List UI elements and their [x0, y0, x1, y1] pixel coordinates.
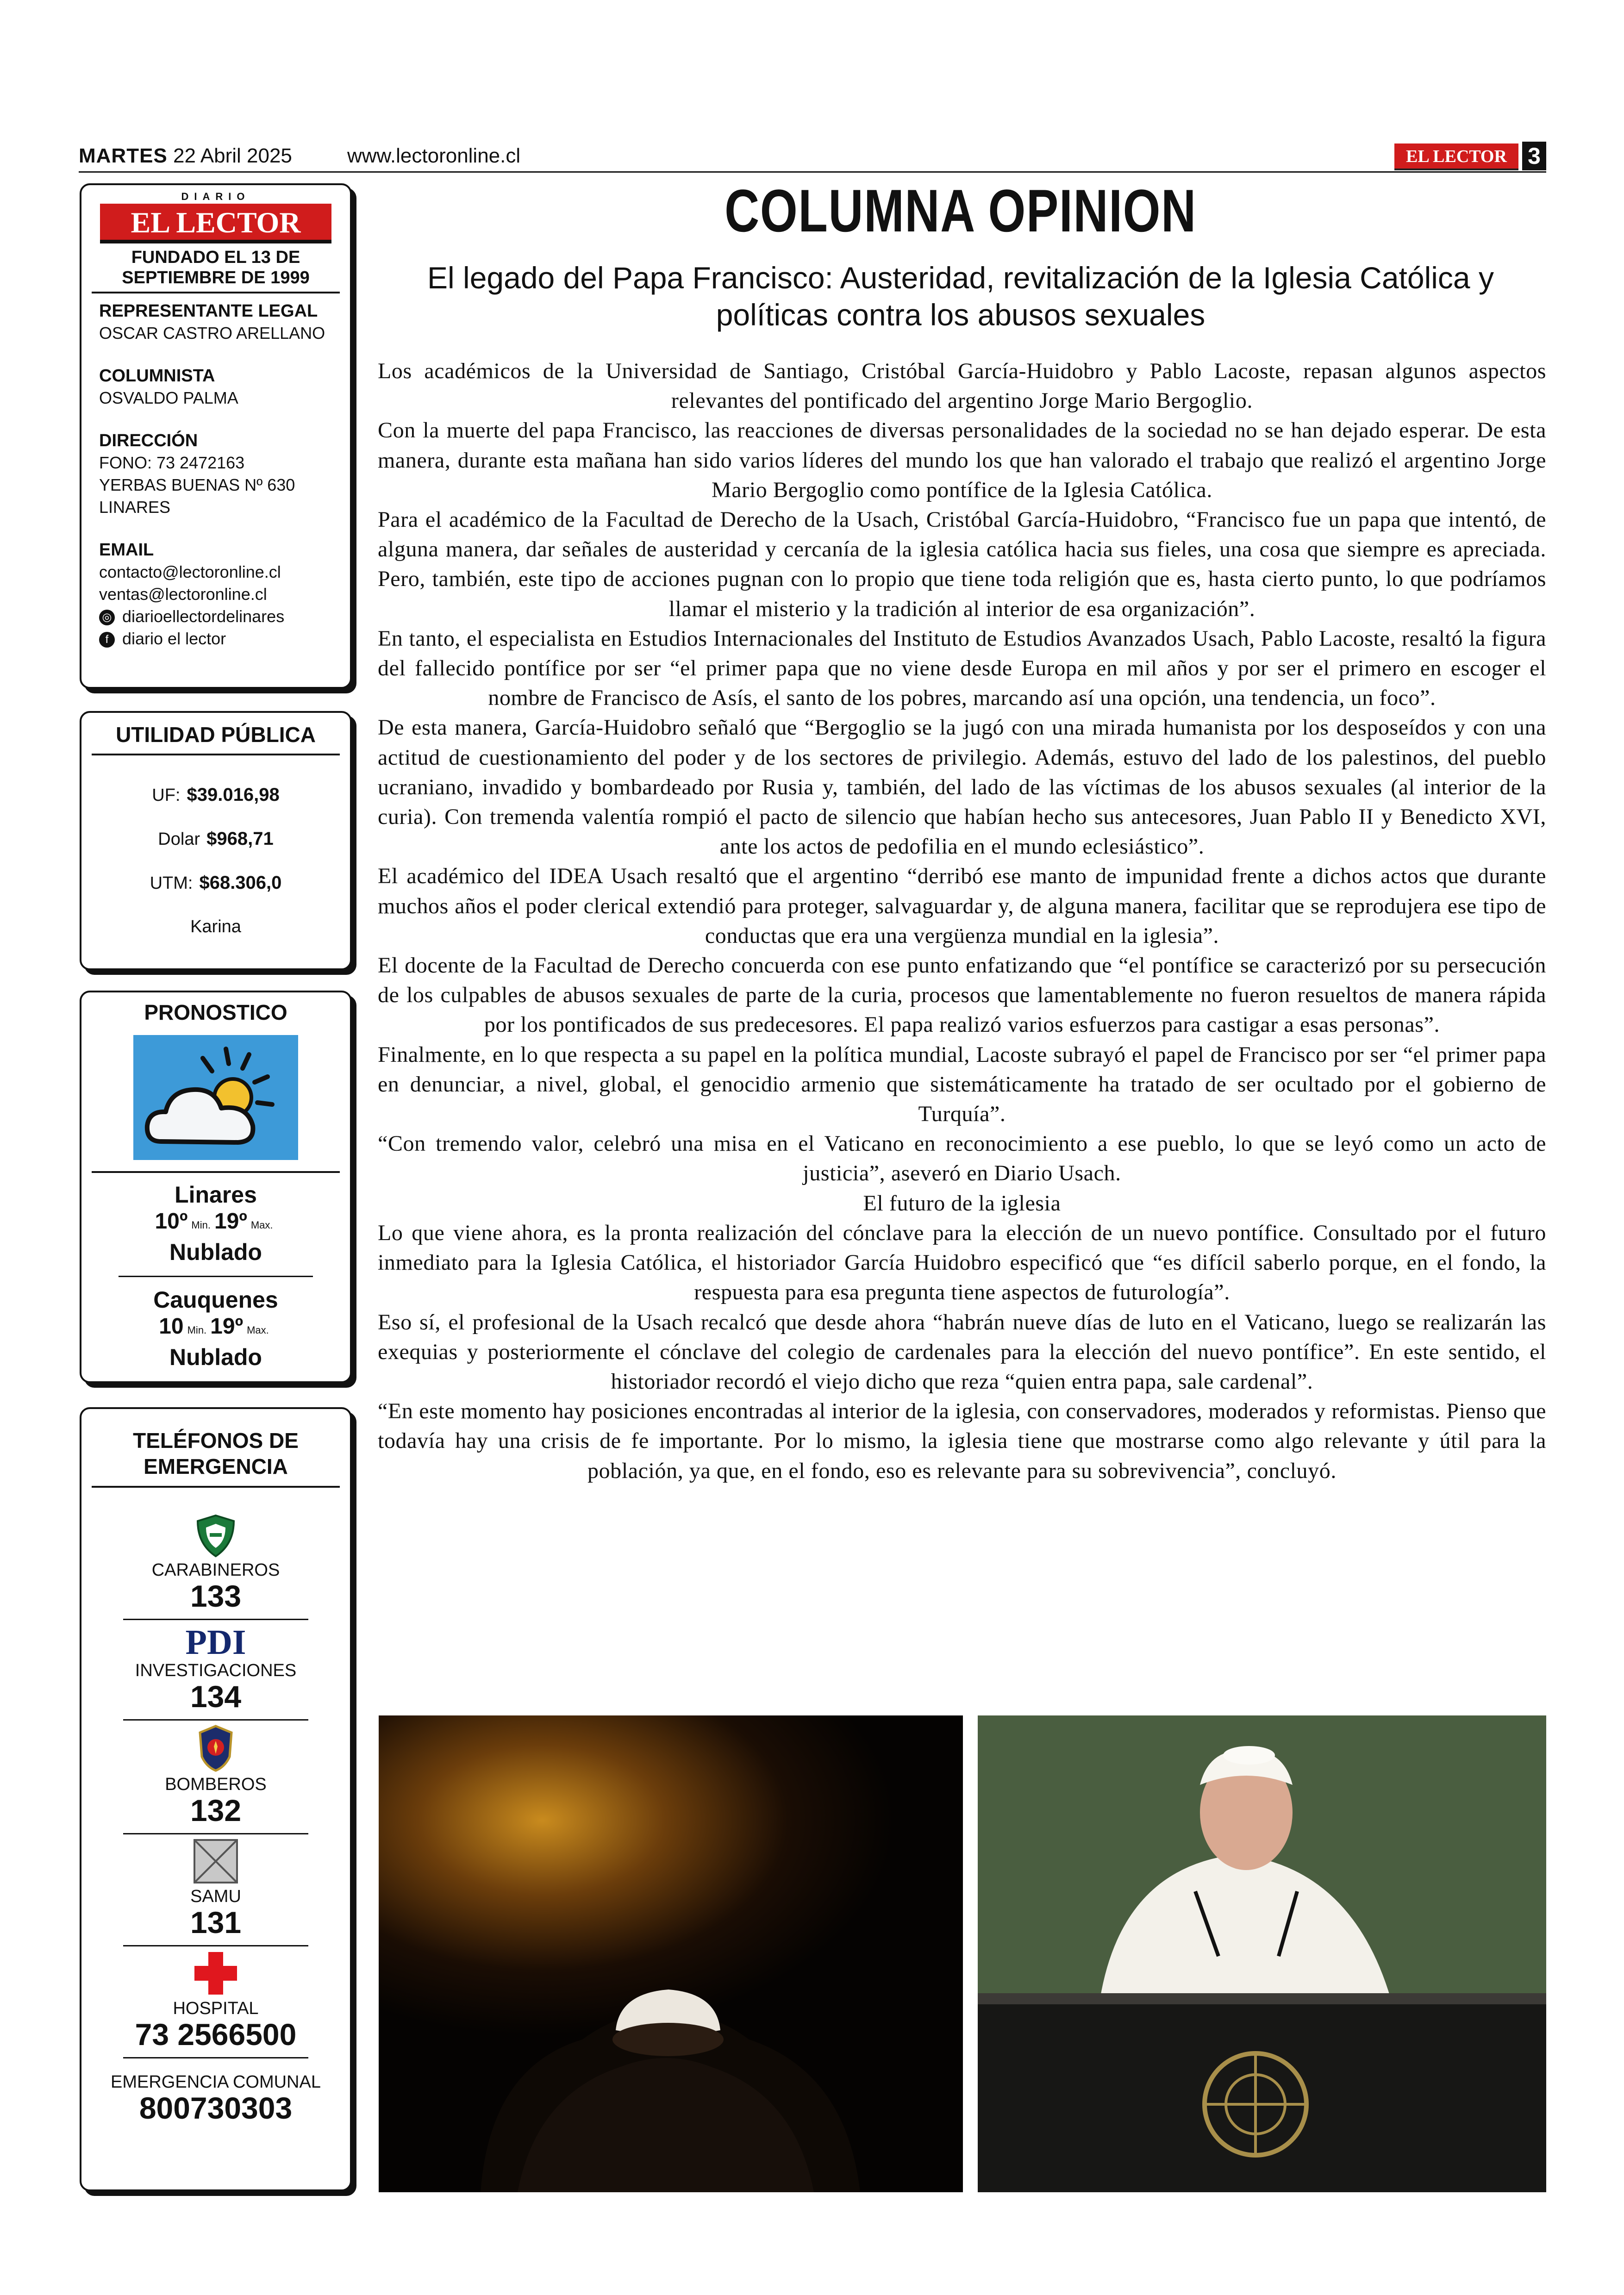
email-label: EMAIL [99, 540, 154, 560]
email-ventas[interactable]: ventas@lectoronline.cl [99, 585, 267, 604]
temperature-range [81, 1208, 350, 1239]
pdi-logo-icon: PDI [185, 1623, 246, 1662]
legal-rep-label: REPRESENTANTE LEGAL [99, 301, 318, 321]
masthead-box [80, 183, 352, 689]
divider [123, 1719, 308, 1721]
section-title: COLUMNA OPINION [725, 177, 1197, 244]
legal-rep-section [81, 300, 350, 344]
emergency-comunal [81, 2072, 350, 2124]
brand-logo: EL LECTOR [1394, 143, 1518, 170]
service-label: SAMU [190, 1887, 241, 1906]
masthead-logo [100, 191, 331, 243]
dolar-indicator [81, 827, 350, 851]
min-label: Min. [191, 1219, 211, 1231]
emergency-box [80, 1407, 352, 2191]
header-rule [79, 171, 1546, 173]
email-section [81, 539, 350, 650]
utm-indicator [81, 871, 350, 895]
service-number[interactable]: 132 [190, 1793, 242, 1827]
divider [119, 1276, 313, 1277]
city-name: Linares [175, 1182, 257, 1208]
article-paragraph: Para el académico de la Facultad de Derecho de la Usach, Cristóbal García-Huidobro, “Francisco fue un papa que intentó, de alguna manera, dar señales de austeridad y cercanía de la iglesia católica hacia sus fieles, una cosa que siempre es apreciada. Pero, también, este tipo de acciones pugnan con lo propio que tiene toda religión que es, hasta cierto punto, lo que podríamos llamar el misterio y la tradición al interior de esa organización”. [378, 507, 1546, 621]
issue-date [79, 144, 292, 168]
forecast-box [80, 991, 352, 1383]
service-label: HOSPITAL [173, 1999, 259, 2018]
founded-line-2: SEPTIEMBRE DE 1999 [122, 268, 310, 287]
city-name: Cauquenes [153, 1287, 278, 1313]
uf-value: $39.016,98 [187, 785, 280, 805]
service-number[interactable]: 133 [190, 1579, 242, 1613]
columnist-name: OSVALDO PALMA [99, 388, 238, 407]
temp-max: 19º [210, 1314, 244, 1339]
site-url[interactable]: www.lectoronline.cl [347, 144, 521, 167]
instagram-icon: ◎ [99, 610, 115, 625]
address-section [81, 430, 350, 518]
article-headline: El legado del Papa Francisco: Austeridad, revitalización de la Iglesia Católica y políticas contra los abusos sexuales [427, 261, 1494, 332]
article-paragraph: “En este momento hay posiciones encontradas al interior de la iglesia, con conservadores, moderados y reformistas. Pienso que todavía hay una crisis de fe importante. Por lo mismo, la iglesia tiene que mostrarse como algo relevante y útil para la población, ya que, en el fondo, eso es relevante para su sobrevivencia”, concluyó. [378, 1399, 1546, 1483]
temperature-range [81, 1313, 350, 1344]
utility-box [80, 711, 352, 970]
service-number[interactable]: 131 [190, 1905, 242, 1940]
saint-of-day: Karina [190, 917, 241, 936]
article-paragraph: Lo que viene ahora, es la pronta realización del cónclave para la elección de un nuevo pontífice. Consultado por el futuro inmediato para la Iglesia Católica, el historiador García Huidobro especificó que “es difícil saberlo porque, en el fondo, la respuesta para esa pregunta tiene aspectos de futurología”. [378, 1220, 1546, 1305]
article-paragraph: El docente de la Facultad de Derecho concuerda con ese punto enfatizando que “el pontífice se caracterizó por su persecución de los culpables de abusos sexuales de parte de la curia, procesos que lamentablemente no fueron resueltos de manera rápida por los pontificados de sus predecesores. El papa realizó varios esfuerzos para castigar a esas personas”. [378, 953, 1546, 1037]
service-label: INVESTIGACIONES [135, 1661, 297, 1680]
red-cross-icon [193, 1950, 239, 1996]
service-label: CARABINEROS [151, 1560, 280, 1580]
article-paragraph: De esta manera, García-Huidobro señaló que “Bergoglio se la jugó con una mirada humanista por los desposeídos y con una actitud de cuestionamiento del poder y de los sectores de privilegio. Además, estuvo del lado de los palestinos, del pueblo ucraniano, invadido y bombardeado por Rusia y, también, del lado de las víctimas de los abusos sexuales (al interior de la curia). Con tremenda valentía rompió el pacto de silencio que habían hecho sus antecesores, Juan Pablo II y Benedicto XVI, ante los actos de pedofilia en el mundo eclesiástico”. [378, 715, 1546, 859]
emergency-samu [81, 1838, 350, 1939]
legal-rep-name: OSCAR CASTRO ARELLANO [99, 324, 325, 343]
founded-line-1: FUNDADO EL 13 DE [131, 248, 300, 267]
uf-label: UF: [152, 786, 181, 805]
emergency-title-line-2: EMERGENCIA [144, 1454, 288, 1478]
emergency-title-line-1: TELÉFONOS DE [133, 1428, 299, 1453]
founded-date [81, 247, 350, 292]
temp-max: 19º [214, 1209, 247, 1234]
utm-label: UTM: [150, 873, 193, 893]
article-subheading: El futuro de la iglesia [863, 1191, 1061, 1216]
divider [92, 1486, 340, 1488]
uf-indicator [81, 783, 350, 807]
address-label: DIRECCIÓN [99, 431, 198, 450]
facebook-handle: diario el lector [122, 629, 226, 648]
emergency-pdi [81, 1624, 350, 1713]
utility-title: UTILIDAD PÚBLICA [116, 723, 316, 747]
bomberos-badge-icon [197, 1724, 234, 1772]
instagram-handle: diarioellectordelinares [122, 607, 285, 626]
forecast-title: PRONOSTICO [144, 1000, 287, 1024]
utm-value: $68.306,0 [199, 873, 282, 893]
emergency-hospital [81, 1950, 350, 2051]
columnist-label: COLUMNISTA [99, 366, 215, 386]
weather-condition: Nublado [169, 1239, 262, 1265]
service-number[interactable]: 800730303 [139, 2091, 293, 2125]
max-label: Max. [250, 1219, 273, 1231]
service-number[interactable]: 73 2566500 [135, 2017, 297, 2052]
page-header [79, 142, 1546, 171]
issue-day: MARTES [79, 144, 168, 167]
address-city: LINARES [99, 498, 171, 517]
service-label: BOMBEROS [165, 1775, 267, 1794]
carabineros-shield-icon [195, 1514, 237, 1558]
forecast-cauquenes [81, 1286, 350, 1371]
article-paragraph: “Con tremendo valor, celebró una misa en el Vaticano en reconocimiento a ese pueblo, lo que se leyó como un acto de justicia”, aseveró en Diario Usach. [378, 1131, 1546, 1186]
divider [123, 1833, 308, 1834]
article-paragraph: Finalmente, en lo que respecta a su papel en la política mundial, Lacoste subrayó el papel de Francisco por ser “el primer papa en denunciar, a nivel, global, el genocidio armenio que sistemáticamente ha tratado de ser ocultado por el gobierno de Turquía”. [378, 1042, 1546, 1127]
article-paragraph: El académico del IDEA Usach resaltó que el argentino “derribó ese manto de impunidad frente a dichos actos que durante muchos años el poder clerical extendió para proteger, salvaguardar y, de alguna manera, facilitar que se reprodujera ese tipo de conductas que era una vergüenza mundial en la iglesia”. [378, 864, 1546, 948]
partly-cloudy-icon [133, 1035, 298, 1160]
article-paragraph: Eso sí, el profesional de la Usach recalcó que desde ahora “habrán nueve días de luto en el Vaticano, luego se realizarán las exequias y posteriormente el cónclave del colegio de cardenales para la elección del nuevo pontífice”. En este sentido, el historiador recordó el viejo dicho que reza “quien entra papa, sale cardenal”. [378, 1310, 1546, 1394]
lead-paragraph: Los académicos de la Universidad de Santiago, Cristóbal García-Huidobro y Pablo Lacoste, repasan algunos aspectos relevantes del pontificado del argentino Jorge Mario Bergoglio. [378, 359, 1546, 413]
temp-min: 10º [155, 1209, 188, 1234]
address-phone: FONO: 73 2472163 [99, 453, 245, 472]
facebook-icon: f [99, 632, 115, 648]
article-body [378, 356, 1546, 1486]
article-paragraph: Con la muerte del papa Francisco, las reacciones de diversas personalidades de la sociedad no se han dejado esperar. De esta manera, durante esta mañana han sido varios líderes del mundo los que han valorado el trabajo que realizó el argentino Jorge Mario Bergoglio como pontífice de la Iglesia Católica. [378, 418, 1546, 502]
article-paragraph: En tanto, el especialista en Estudios Internacionales del Instituto de Estudios Avanzados Usach, Pablo Lacoste, resaltó la figura del fallecido pontífice por ser “el primer papa que no viene desde Europa en mil años y por ser el primero en escoger el nombre de Francisco de Asís, el santo de los pobres, marcando así una opción, una tendencia, un foco”. [378, 626, 1546, 711]
issue-date-text: 22 Abril 2025 [173, 144, 292, 167]
emergency-bomberos [81, 1724, 350, 1827]
emergency-title [81, 1428, 350, 1479]
photo-pope-un-speech [978, 1715, 1546, 2192]
facebook-link[interactable] [99, 628, 350, 650]
service-label: EMERGENCIA COMUNAL [111, 2072, 321, 2092]
weather-condition: Nublado [169, 1344, 262, 1370]
max-label: Max. [247, 1324, 269, 1336]
divider [92, 292, 340, 293]
dolar-label: Dolar [158, 829, 200, 849]
divider [92, 1171, 340, 1173]
divider [123, 1945, 308, 1946]
divider [92, 754, 340, 755]
divider [123, 1619, 308, 1620]
instagram-link[interactable] [99, 605, 350, 628]
dolar-value: $968,71 [206, 829, 274, 849]
logo-diario: DIARIO [181, 191, 250, 202]
forecast-linares [81, 1181, 350, 1266]
email-contacto[interactable]: contacto@lectoronline.cl [99, 562, 281, 581]
samu-placeholder-icon [193, 1838, 239, 1884]
divider [123, 2057, 308, 2058]
photo-pope-back [379, 1715, 963, 2192]
address-street: YERBAS BUENAS Nº 630 [99, 475, 295, 494]
page-number: 3 [1522, 142, 1546, 170]
logo-text: EL LECTOR [131, 206, 301, 239]
min-label: Min. [187, 1324, 207, 1336]
columnist-section [81, 365, 350, 409]
emergency-carabineros [81, 1514, 350, 1612]
temp-min: 10 [159, 1314, 184, 1339]
service-number[interactable]: 134 [190, 1679, 242, 1714]
